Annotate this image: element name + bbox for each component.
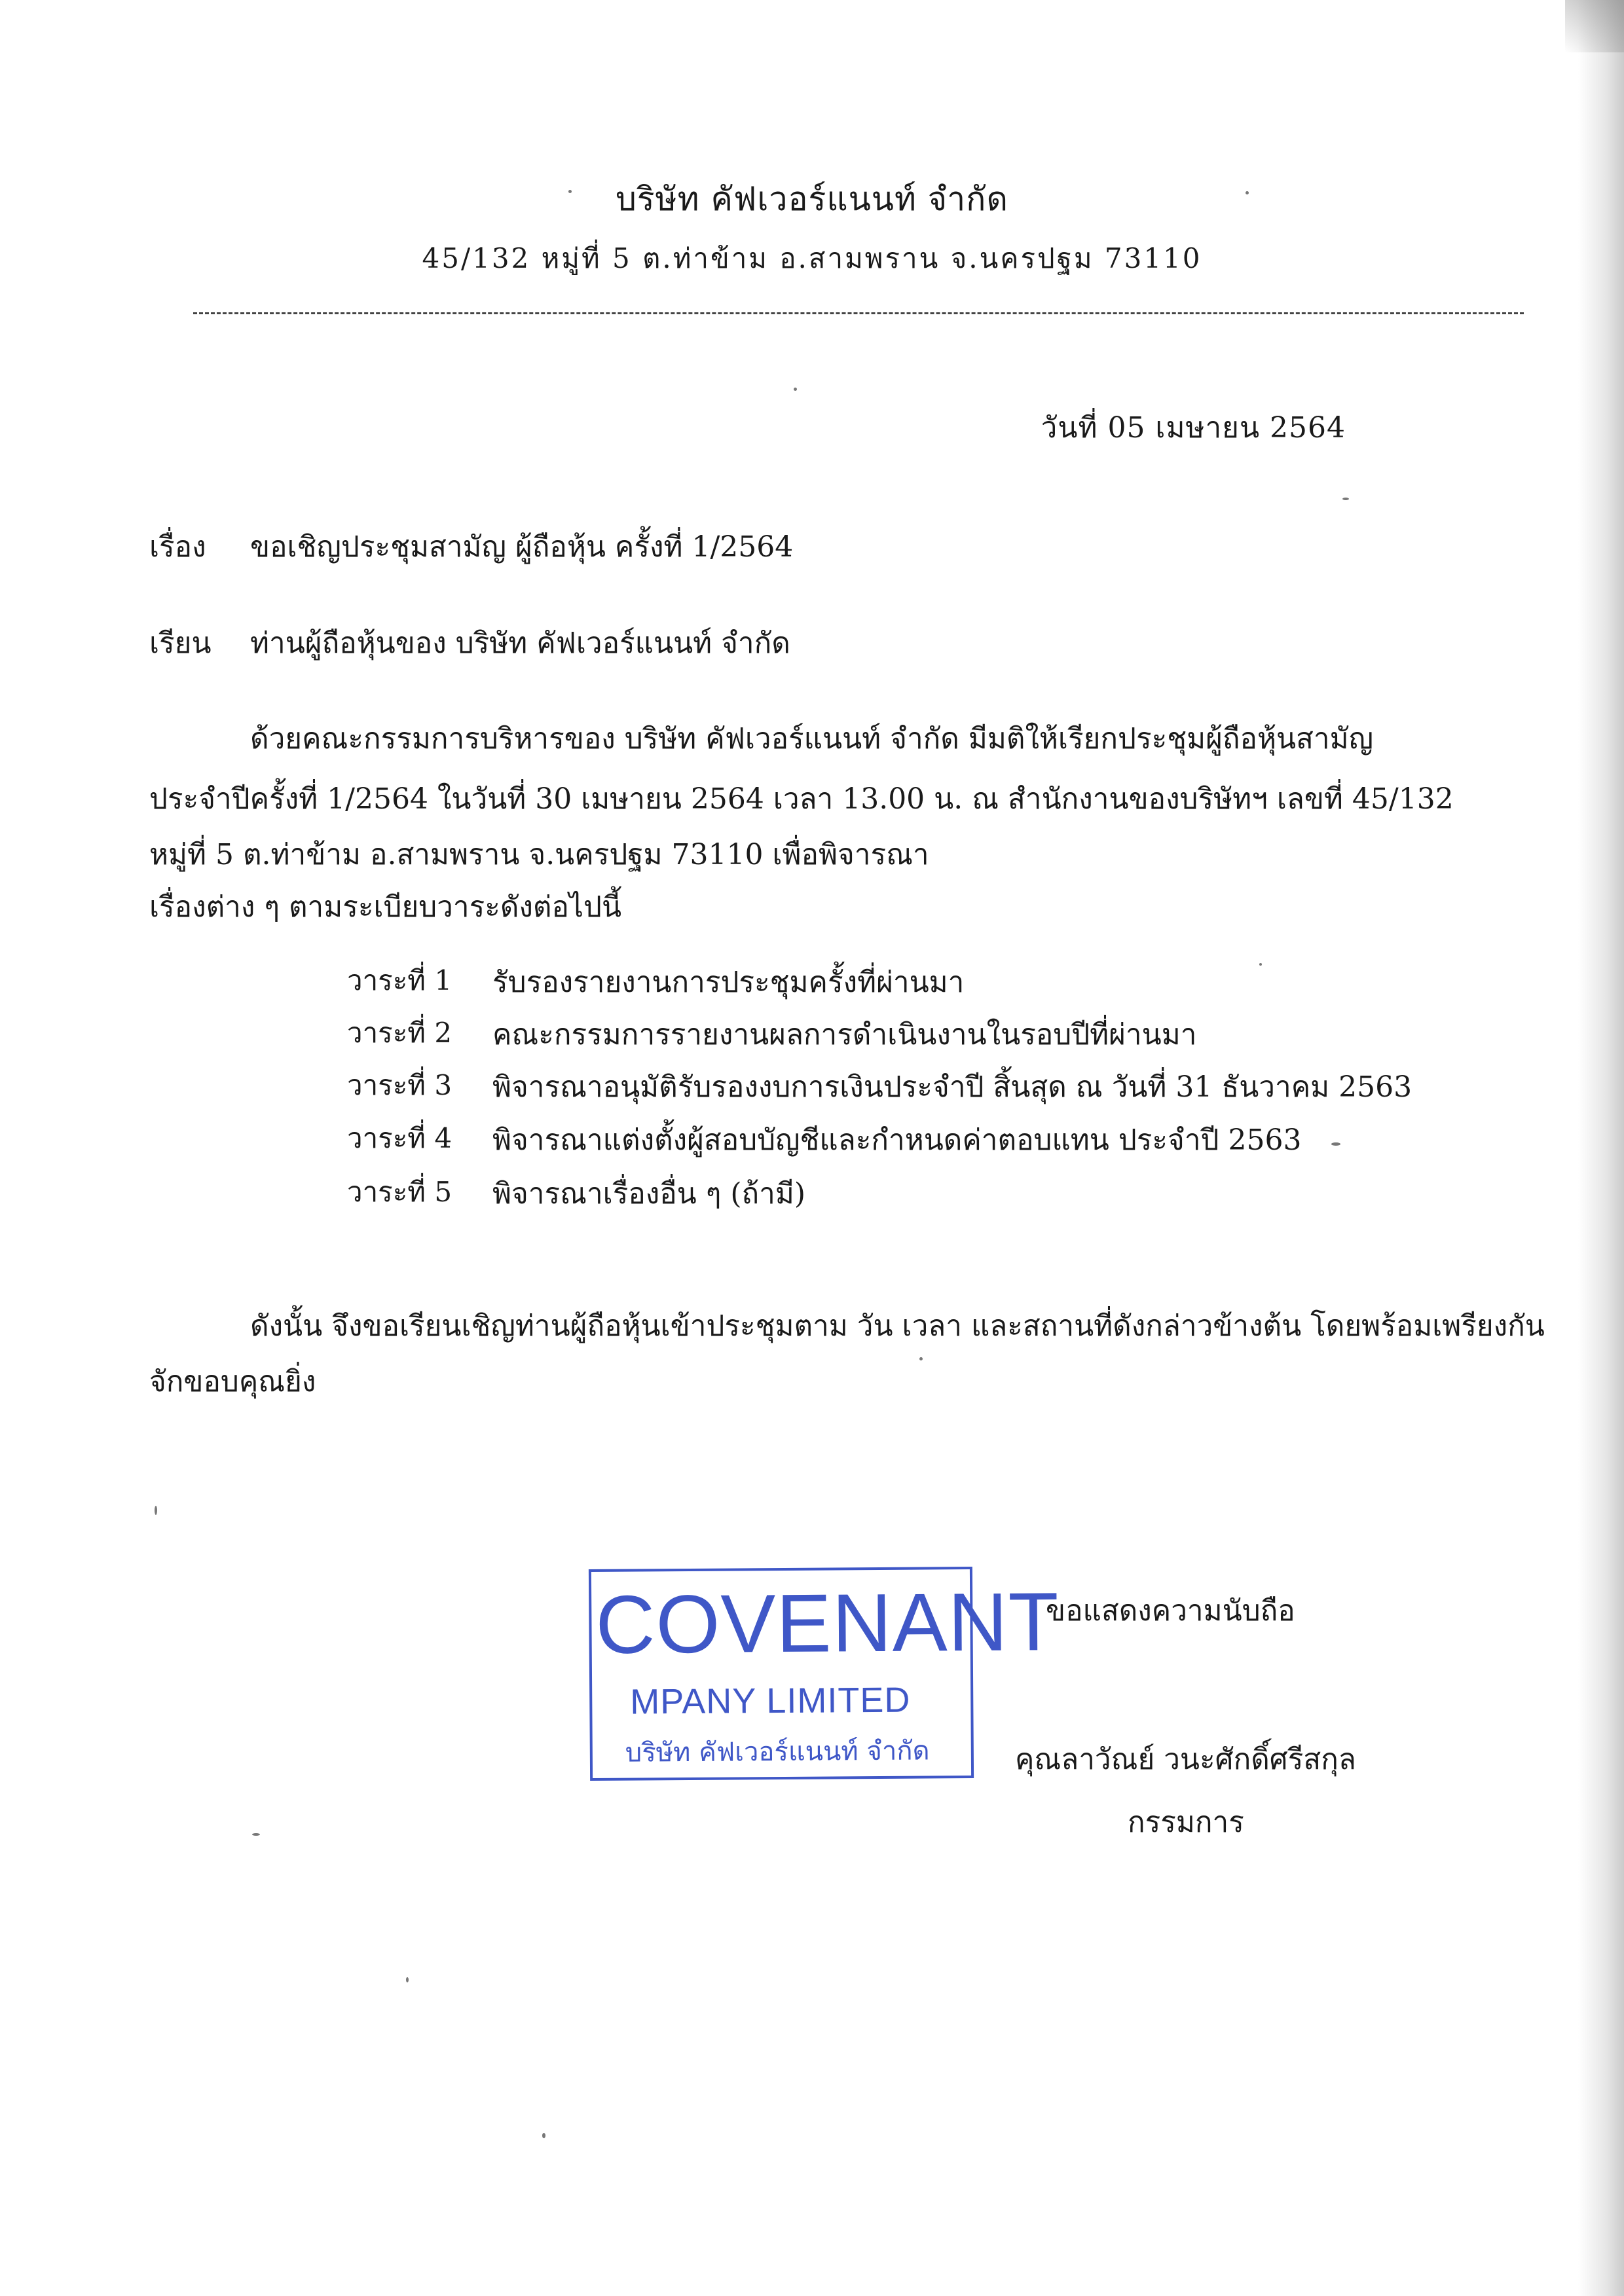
signer-name: คุณลาวัณย์ วนะศักดิ์ศรีสกุล	[1015, 1743, 1356, 1776]
stamp-company-type: MPANY LIMITED	[630, 1680, 911, 1722]
scan-shadow-corner	[1565, 0, 1624, 52]
letter-date: วันที่ 05 เมษายน 2564	[1041, 411, 1346, 445]
recipient-text: ท่านผู้ถือหุ้นของ บริษัท คัฟเวอร์แนนท์ จำกัด	[250, 627, 790, 660]
company-address: 45/132 หมู่ที่ 5 ต.ท่าข้าม อ.สามพราน จ.นครปฐม 73110	[422, 242, 1202, 274]
agenda-number: วาระที่ 4	[347, 1122, 452, 1154]
scan-speck	[919, 1357, 923, 1360]
scan-speck	[1331, 1142, 1340, 1146]
subject-label: เรื่อง	[149, 530, 206, 564]
body-line: เรื่องต่าง ๆ ตามระเบียบวาระดังต่อไปนี้	[149, 890, 622, 924]
closing-line: ดังนั้น จึงขอเรียนเชิญท่านผู้ถือหุ้นเข้าประชุมตาม วัน เวลา และสถานที่ดังกล่าวข้างต้น โดยพร้อมเพรียงกัน	[250, 1309, 1545, 1343]
scan-speck	[252, 1833, 260, 1836]
body-line: ประจำปีครั้งที่ 1/2564 ในวันที่ 30 เมษายน 2564 เวลา 13.00 น. ณ สำนักงานของบริษัทฯ เลขที่ 45/132	[149, 782, 1454, 816]
company-name: บริษัท คัฟเวอร์แนนท์ จำกัด	[616, 180, 1008, 218]
recipient-label: เรียน	[149, 627, 212, 660]
agenda-item: พิจารณาอนุมัติรับรองงบการเงินประจำปี สิ้นสุด ณ วันที่ 31 ธันวาคม 2563	[492, 1070, 1412, 1104]
subject-text: ขอเชิญประชุมสามัญ ผู้ถือหุ้น ครั้งที่ 1/2564	[250, 530, 794, 564]
scan-speck	[794, 388, 797, 391]
agenda-number: วาระที่ 2	[347, 1017, 452, 1049]
scan-speck	[155, 1506, 157, 1515]
header-divider	[193, 312, 1524, 314]
stamp-company-name: COVENANT	[595, 1575, 1060, 1671]
scan-speck	[1246, 191, 1249, 194]
scan-speck	[1342, 498, 1349, 500]
closing-line: จักขอบคุณยิ่ง	[149, 1365, 316, 1398]
company-stamp	[589, 1567, 1060, 1781]
agenda-item: พิจารณาเรื่องอื่น ๆ (ถ้ามี)	[492, 1177, 806, 1211]
agenda-item: คณะกรรมการรายงานผลการดำเนินงานในรอบปีที่ผ่านมา	[492, 1018, 1197, 1051]
scan-speck	[568, 190, 572, 193]
stamp-thai-name: บริษัท คัฟเวอร์แนนท์ จำกัด	[625, 1736, 930, 1768]
scan-speck	[1259, 963, 1262, 966]
agenda-number: วาระที่ 1	[347, 964, 452, 996]
agenda-number: วาระที่ 3	[347, 1069, 452, 1101]
body-line: ด้วยคณะกรรมการบริหารของ บริษัท คัฟเวอร์แนนท์ จำกัด มีมติให้เรียกประชุมผู้ถือหุ้นสามัญ	[250, 722, 1374, 756]
signer-title: กรรมการ	[1128, 1806, 1244, 1839]
agenda-item: รับรองรายงานการประชุมครั้งที่ผ่านมา	[492, 966, 965, 999]
scan-speck	[542, 2133, 545, 2138]
agenda-item: พิจารณาแต่งตั้งผู้สอบบัญชีและกำหนดค่าตอบแทน ประจำปี 2563	[492, 1123, 1302, 1157]
body-line: หมู่ที่ 5 ต.ท่าข้าม อ.สามพราน จ.นครปฐม 73110 เพื่อพิจารณา	[149, 838, 929, 871]
scan-shadow-edge	[1578, 0, 1624, 2296]
agenda-number: วาระที่ 5	[347, 1176, 452, 1208]
regards-text: ขอแสดงความนับถือ	[1046, 1594, 1295, 1628]
scan-speck	[406, 1977, 409, 1982]
